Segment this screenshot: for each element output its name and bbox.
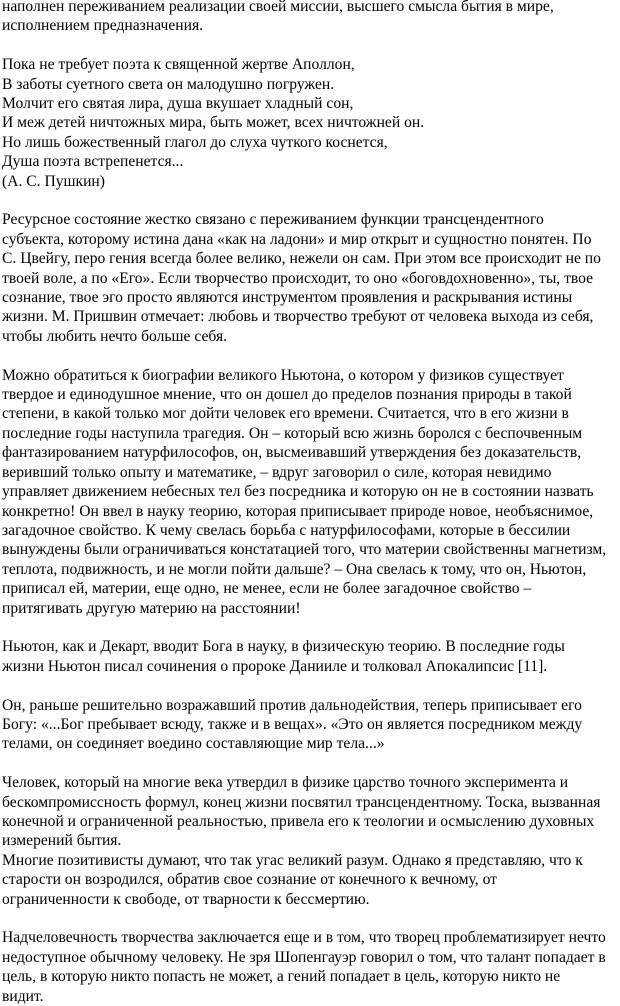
- text-line: Человек, который на многие века утвердил в физике царство точного эксперимента и: [2, 774, 569, 792]
- newton-paragraph: [2, 366, 617, 618]
- text-line: загадочное свойство. К чему свелась борьба с натурфилософами, которые в бессилии: [2, 521, 571, 539]
- text-line: Можно обратиться к биографии великого Ньютона, о котором у физиков существует: [2, 366, 564, 384]
- text-line: видит.: [2, 987, 44, 1005]
- text-line: субъекта, которому истина дана «как на ладони» и мир открыт и сущностно понятен. По: [2, 230, 592, 248]
- god-paragraph: [2, 696, 617, 754]
- text-line: телами, он соединяет воедино составляющие мир тела...»: [2, 735, 385, 753]
- text-line: бескомпромиссность формул, конец жизни посвятил трансцендентному. Тоска, вызванная: [2, 793, 601, 811]
- text-line: жизни Ньютон писал сочинения о пророке Данииле и толковал Апокалипсис [11].: [2, 657, 548, 675]
- poem-line: Молчит его святая лира, душа вкушает хладный сон,: [2, 95, 354, 113]
- text-line: недоступное обычному человеку. Не зря Шопенгауэр говорил о том, что талант попадает в: [2, 948, 606, 966]
- text-line: жизни. М. Пришвин отмечает: любовь и творчество требуют от человека выхода из себя,: [2, 308, 594, 326]
- descartes-paragraph: [2, 637, 617, 676]
- text-line: сознание, твое эго просто являются инструментом проявления и раскрывания истины: [2, 289, 573, 307]
- text-line: управляет движением небесных тел без посредника и которую он не в состоянии назвать: [2, 483, 594, 501]
- text-line: Ресурсное состояние жестко связано с переживанием функции трансцендентного: [2, 211, 544, 229]
- poem-line: Душа поэта встрепенется...: [2, 153, 184, 171]
- text-line: теплота, подвижность, и не могли пойти дальше? – Она свелась к тому, что он, Ньютон,: [2, 560, 587, 578]
- resource-paragraph: [2, 210, 617, 346]
- superhuman-paragraph: [2, 928, 617, 1006]
- text-line: твоей воле, а по «Его». Если творчество происходит, то оно «боговдохновенно», ты, твое: [2, 269, 594, 287]
- poem-block: [2, 55, 617, 191]
- text-line: Ньютон, как и Декарт, вводит Бога в науку, в физическую теорию. В последние годы: [2, 638, 565, 656]
- text-line: твердое и единодушное мнение, что он дошел до пределов познания природы в такой: [2, 386, 572, 404]
- text-line: фантазированием натурфилософов, он, высмеивавший утверждения без доказательств,: [2, 444, 582, 462]
- text-line: Он, раньше решительно возражавший против дальнодействия, теперь приписывает его: [2, 696, 582, 714]
- text-line: измерений бытия.: [2, 832, 122, 850]
- positivists-paragraph: [2, 851, 617, 909]
- text-line: притягивать другую материю на расстоянии!: [2, 599, 301, 617]
- text-line: последние годы наступила трагедия. Он – который всю жизнь боролся с беспочвенным: [2, 424, 583, 442]
- text-line: Богу: «...Бог пребывает всюду, также и в вещах». «Это он является посредником между: [2, 715, 583, 733]
- human-paragraph: [2, 773, 617, 851]
- text-line: конечной и ограниченной реальностью, привела его к теологии и осмыслению духовных: [2, 812, 595, 830]
- text-line: степени, в какой только мог дойти человек его времени. Считается, что в его жизни в: [2, 405, 569, 423]
- text-line: Надчеловечность творчества заключается еще и в том, что творец проблематизирует нечто: [2, 929, 606, 947]
- text-line: Многие позитивисты думают, что так угас великий разум. Однако я представляю, что к: [2, 851, 583, 869]
- text-line: приписал ей, материи, еще одно, не менее, если не более загадочное свойство –: [2, 580, 532, 598]
- text-line: конкретно! Он ввел в науку теорию, которая приписывает природе новое, необъяснимое,: [2, 502, 594, 520]
- text-line: С. Цвейгу, перо гения всегда более велико, нежели он сам. При этом все происходит не по: [2, 250, 601, 268]
- text-line: веривший только опыту и математике, – вдруг заговорил о силе, которая невидимо: [2, 463, 552, 481]
- poem-line: В заботы суетного света он малодушно погружен.: [2, 75, 335, 93]
- poem-line: Но лишь божественный глагол до слуха чуткого коснется,: [2, 133, 388, 151]
- poem-line: Пока не требует поэта к священной жертве Аполлон,: [2, 56, 355, 74]
- text-line: ограниченности к свободе, от тварности к бессмертию.: [2, 890, 370, 908]
- text-line: вынуждены были ограничиваться констатацией того, что материи свойственны магнетизм,: [2, 541, 607, 559]
- poem-line: И меж детей ничтожных мира, быть может, всех ничтожней он.: [2, 114, 425, 132]
- text-line: исполнением предназначения.: [2, 17, 204, 35]
- poem-attribution: (А. С. Пушкин): [2, 172, 105, 190]
- text-line: старости он возродился, обратив свое сознание от конечного к вечному, от: [2, 871, 497, 889]
- text-line: чтобы любить нечто больше себя.: [2, 327, 228, 345]
- intro-paragraph: [2, 0, 617, 36]
- text-line: цель, в которую никто попасть не может, а гений попадает в цель, которую никто не: [2, 968, 561, 986]
- text-line: наполнен переживанием реализации своей миссии, высшего смысла бытия в мире,: [2, 0, 554, 15]
